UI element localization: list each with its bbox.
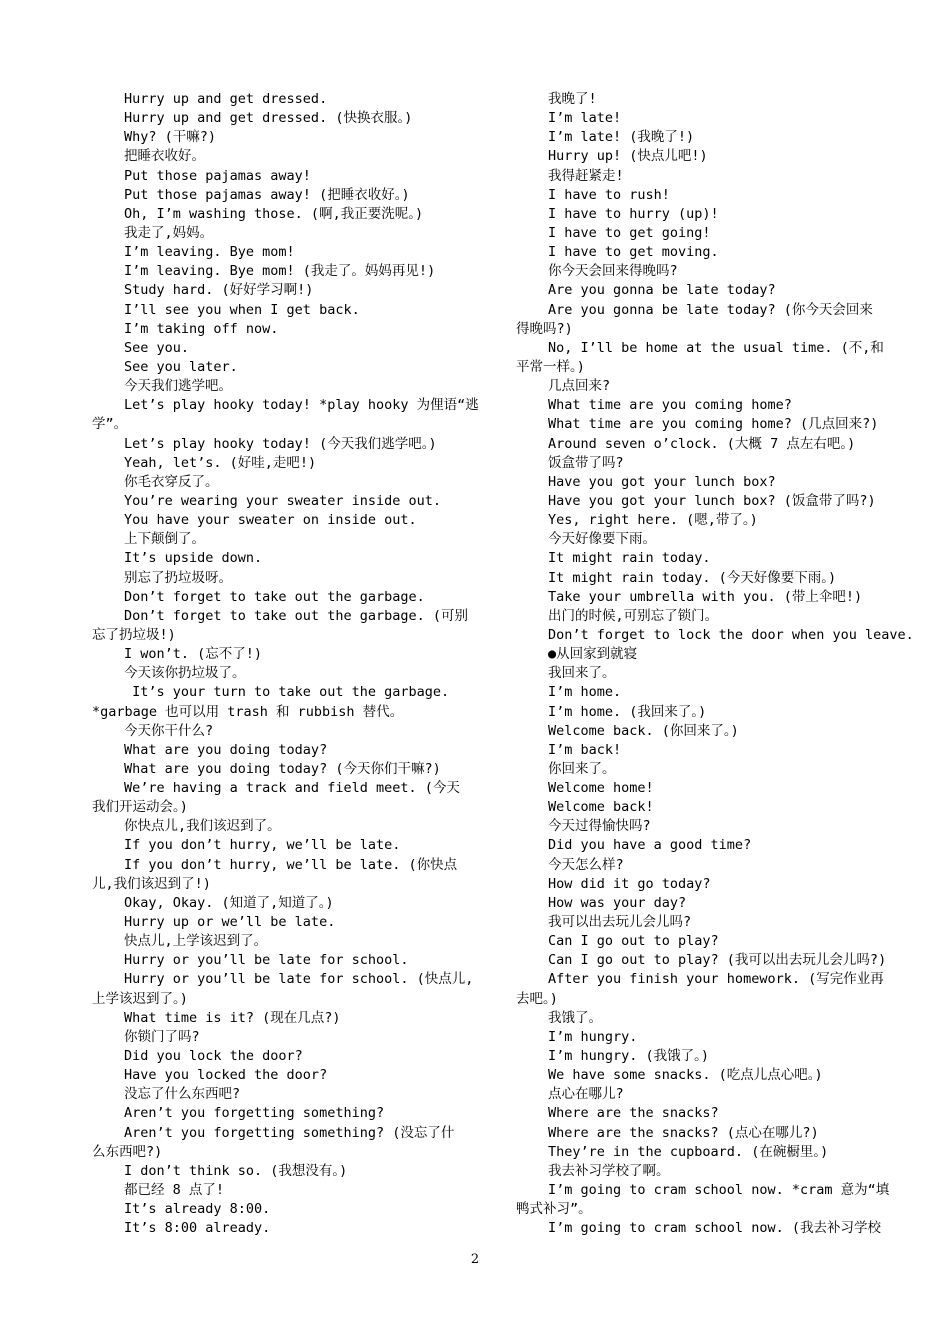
text-line: 今天怎么样? (548, 856, 624, 873)
text-line: No, I’ll be home at the usual time. (不,和 (548, 339, 884, 356)
text-line: ●从回家到就寝 (548, 646, 638, 663)
text-line: 么东西吧?) (92, 1143, 163, 1160)
text-line: I’m going to cram school now. *cram 意为“填 (548, 1182, 890, 1199)
page-number: 2 (470, 1252, 480, 1267)
text-line: Aren’t you forgetting something? (124, 1105, 385, 1122)
text-line: I have to get moving. (548, 244, 719, 261)
text-line: *garbage 也可以用 trash 和 rubbish 替代。 (92, 703, 404, 720)
text-line: I’m leaving. Bye mom! (124, 244, 295, 261)
text-line: 你回来了。 (548, 760, 616, 777)
text-line: 忘了扔垃圾!) (92, 626, 176, 643)
text-line: See you. (124, 339, 190, 356)
text-line: After you finish your homework. (写完作业再 (548, 971, 884, 988)
text-line: I have to hurry (up)! (548, 205, 719, 222)
text-line: 去吧。) (516, 990, 558, 1007)
text-line: 鸭式补习”。 (516, 1201, 592, 1218)
text-line: I’m taking off now. (124, 320, 279, 337)
text-line: I’m late! (548, 110, 622, 127)
text-line: Let’s play hooky today! (今天我们逃学吧。) (124, 435, 437, 452)
text-line: 我回来了。 (548, 665, 616, 682)
text-line: Let’s play hooky today! *play hooky 为俚语“逃 (124, 397, 479, 414)
text-line: Hurry up and get dressed. (快换衣服。) (124, 110, 413, 127)
text-line: You have your sweater on inside out. (124, 512, 417, 529)
text-line: I’m going to cram school now. (我去补习学校 (548, 1220, 881, 1237)
text-line: What time is it? (现在几点?) (124, 1009, 341, 1026)
text-line: 几点回来? (548, 378, 611, 395)
text-line: Don’t forget to take out the garbage. (可别 (124, 607, 468, 624)
text-line: 把睡衣收好。 (124, 148, 205, 165)
text-line: You’re wearing your sweater inside out. (124, 492, 441, 509)
text-line: It might rain today. (548, 550, 711, 567)
text-line: 点心在哪儿? (548, 1086, 624, 1103)
text-line: Where are the snacks? (点心在哪儿?) (548, 1124, 819, 1141)
text-line: I’m hungry. (548, 1028, 638, 1045)
text-line: 上下颠倒了。 (124, 531, 205, 548)
text-line: Oh, I’m washing those. (啊,我正要洗呢。) (124, 205, 424, 222)
text-line: If you don’t hurry, we’ll be late. (124, 837, 401, 854)
text-line: What are you doing today? (124, 741, 328, 758)
text-line: 我晚了! (548, 91, 597, 107)
text-line: Can I go out to play? (548, 933, 719, 950)
text-line: Hurry up or we’ll be late. (124, 914, 336, 931)
text-line: 你锁门了吗? (124, 1028, 200, 1045)
text-line: 你今天会回来得晚吗? (548, 263, 678, 280)
text-line: 出门的时候,可别忘了锁门。 (548, 607, 719, 624)
text-line: Why? (干嘛?) (124, 129, 217, 146)
text-line: Welcome home! (548, 780, 654, 797)
text-line: Put those pajamas away! (124, 167, 311, 184)
text-line: It’s 8:00 already. (124, 1220, 271, 1237)
text-line: They’re in the cupboard. (在碗橱里。) (548, 1143, 829, 1160)
text-line: Okay, Okay. (知道了,知道了。) (124, 894, 334, 911)
text-line: Can I go out to play? (我可以出去玩儿会儿吗?) (548, 952, 887, 969)
text-line: Did you lock the door? (124, 1048, 303, 1065)
text-line: Around seven o’clock. (大概 7 点左右吧。) (548, 435, 856, 452)
text-line: I’m home. (548, 684, 622, 701)
text-line: 平常一样。) (516, 358, 585, 375)
text-line: How did it go today? (548, 875, 711, 892)
text-line: 没忘了什么东西吧? (124, 1086, 241, 1103)
text-line: I’m home. (我回来了。) (548, 703, 707, 720)
text-line: Are you gonna be late today? (548, 282, 776, 299)
text-line: Hurry up! (快点儿吧!) (548, 148, 708, 165)
text-line: What time are you coming home? (几点回来?) (548, 416, 879, 433)
text-line: It might rain today. (今天好像要下雨。) (548, 569, 837, 586)
text-line: Don’t forget to take out the garbage. (124, 588, 425, 605)
text-line: 学”。 (92, 416, 128, 433)
text-line: See you later. (124, 358, 238, 375)
text-line: Take your umbrella with you. (带上伞吧!) (548, 588, 863, 605)
text-line: It’s already 8:00. (124, 1201, 271, 1218)
text-line: 今天我们逃学吧。 (124, 378, 232, 395)
text-line: What time are you coming home? (548, 397, 792, 414)
text-line: I’m leaving. Bye mom! (我走了。妈妈再见!) (124, 263, 436, 280)
text-line: 儿,我们该迟到了!) (92, 875, 211, 892)
text-line: I’m hungry. (我饿了。) (548, 1048, 710, 1065)
right-text-column (516, 90, 914, 1238)
text-line: 别忘了扔垃圾呀。 (124, 569, 232, 586)
text-line: Are you gonna be late today? (你今天会回来 (548, 301, 873, 318)
text-line: 你快点儿,我们该迟到了。 (124, 818, 281, 835)
text-line: Hurry up and get dressed. (124, 91, 328, 107)
text-line: 我饿了。 (548, 1009, 602, 1026)
text-line: 我们开运动会。) (92, 799, 188, 816)
text-line: Yeah, let’s. (好哇,走吧!) (124, 454, 317, 471)
text-line: It’s upside down. (124, 550, 263, 567)
text-line: Hurry or you’ll be late for school. (124, 952, 409, 969)
text-line: Welcome back! (548, 799, 654, 816)
text-line: Have you locked the door? (124, 1067, 328, 1084)
text-line: Where are the snacks? (548, 1105, 719, 1122)
text-line: I don’t think so. (我想没有。) (124, 1162, 348, 1179)
text-line: 今天该你扔垃圾了。 (124, 665, 246, 682)
text-line: If you don’t hurry, we’ll be late. (你快点 (124, 856, 458, 873)
text-line: It’s your turn to take out the garbage. (124, 684, 450, 701)
text-line: 我走了,妈妈。 (124, 224, 214, 241)
text-line: Study hard. (好好学习啊!) (124, 282, 314, 299)
text-line: I have to get going! (548, 224, 711, 241)
text-line: 你毛衣穿反了。 (124, 473, 219, 490)
text-line: I have to rush! (548, 186, 670, 203)
text-line: 都已经 8 点了! (124, 1182, 225, 1199)
text-line: 今天过得愉快吗? (548, 818, 651, 835)
text-line: How was your day? (548, 894, 687, 911)
text-line: Hurry or you’ll be late for school. (快点儿, (124, 971, 474, 988)
text-line: We have some snacks. (吃点儿点心吧。) (548, 1067, 823, 1084)
text-line: Put those pajamas away! (把睡衣收好。) (124, 186, 410, 203)
text-line: What are you doing today? (今天你们干嘛?) (124, 760, 441, 777)
text-line: Did you have a good time? (548, 837, 752, 854)
text-line: Yes, right here. (嗯,带了。) (548, 512, 758, 529)
text-line: I won’t. (忘不了!) (124, 646, 263, 663)
text-line: I’m back! (548, 741, 622, 758)
text-line: Aren’t you forgetting something? (没忘了什 (124, 1124, 455, 1141)
text-line: 上学该迟到了。) (92, 990, 188, 1007)
left-text-column (92, 90, 482, 1238)
text-line: Don’t forget to lock the door when you leave. (548, 626, 914, 643)
text-line: 快点儿,上学该迟到了。 (124, 933, 268, 950)
text-line: 饭盒带了吗? (548, 454, 624, 471)
text-line: 我得赶紧走! (548, 167, 624, 184)
text-line: Welcome back. (你回来了。) (548, 722, 739, 739)
text-line: 今天你干什么? (124, 722, 214, 739)
text-line: I’ll see you when I get back. (124, 301, 360, 318)
text-line: 得晚吗?) (516, 320, 573, 337)
text-line: 我去补习学校了啊。 (548, 1162, 670, 1179)
text-line: I’m late! (我晚了!) (548, 129, 695, 146)
text-line: 今天好像要下雨。 (548, 531, 656, 548)
text-line: We’re having a track and field meet. (今天 (124, 780, 460, 797)
text-line: Have you got your lunch box? (饭盒带了吗?) (548, 492, 876, 509)
text-line: 我可以出去玩儿会儿吗? (548, 914, 692, 931)
text-line: Have you got your lunch box? (548, 473, 776, 490)
